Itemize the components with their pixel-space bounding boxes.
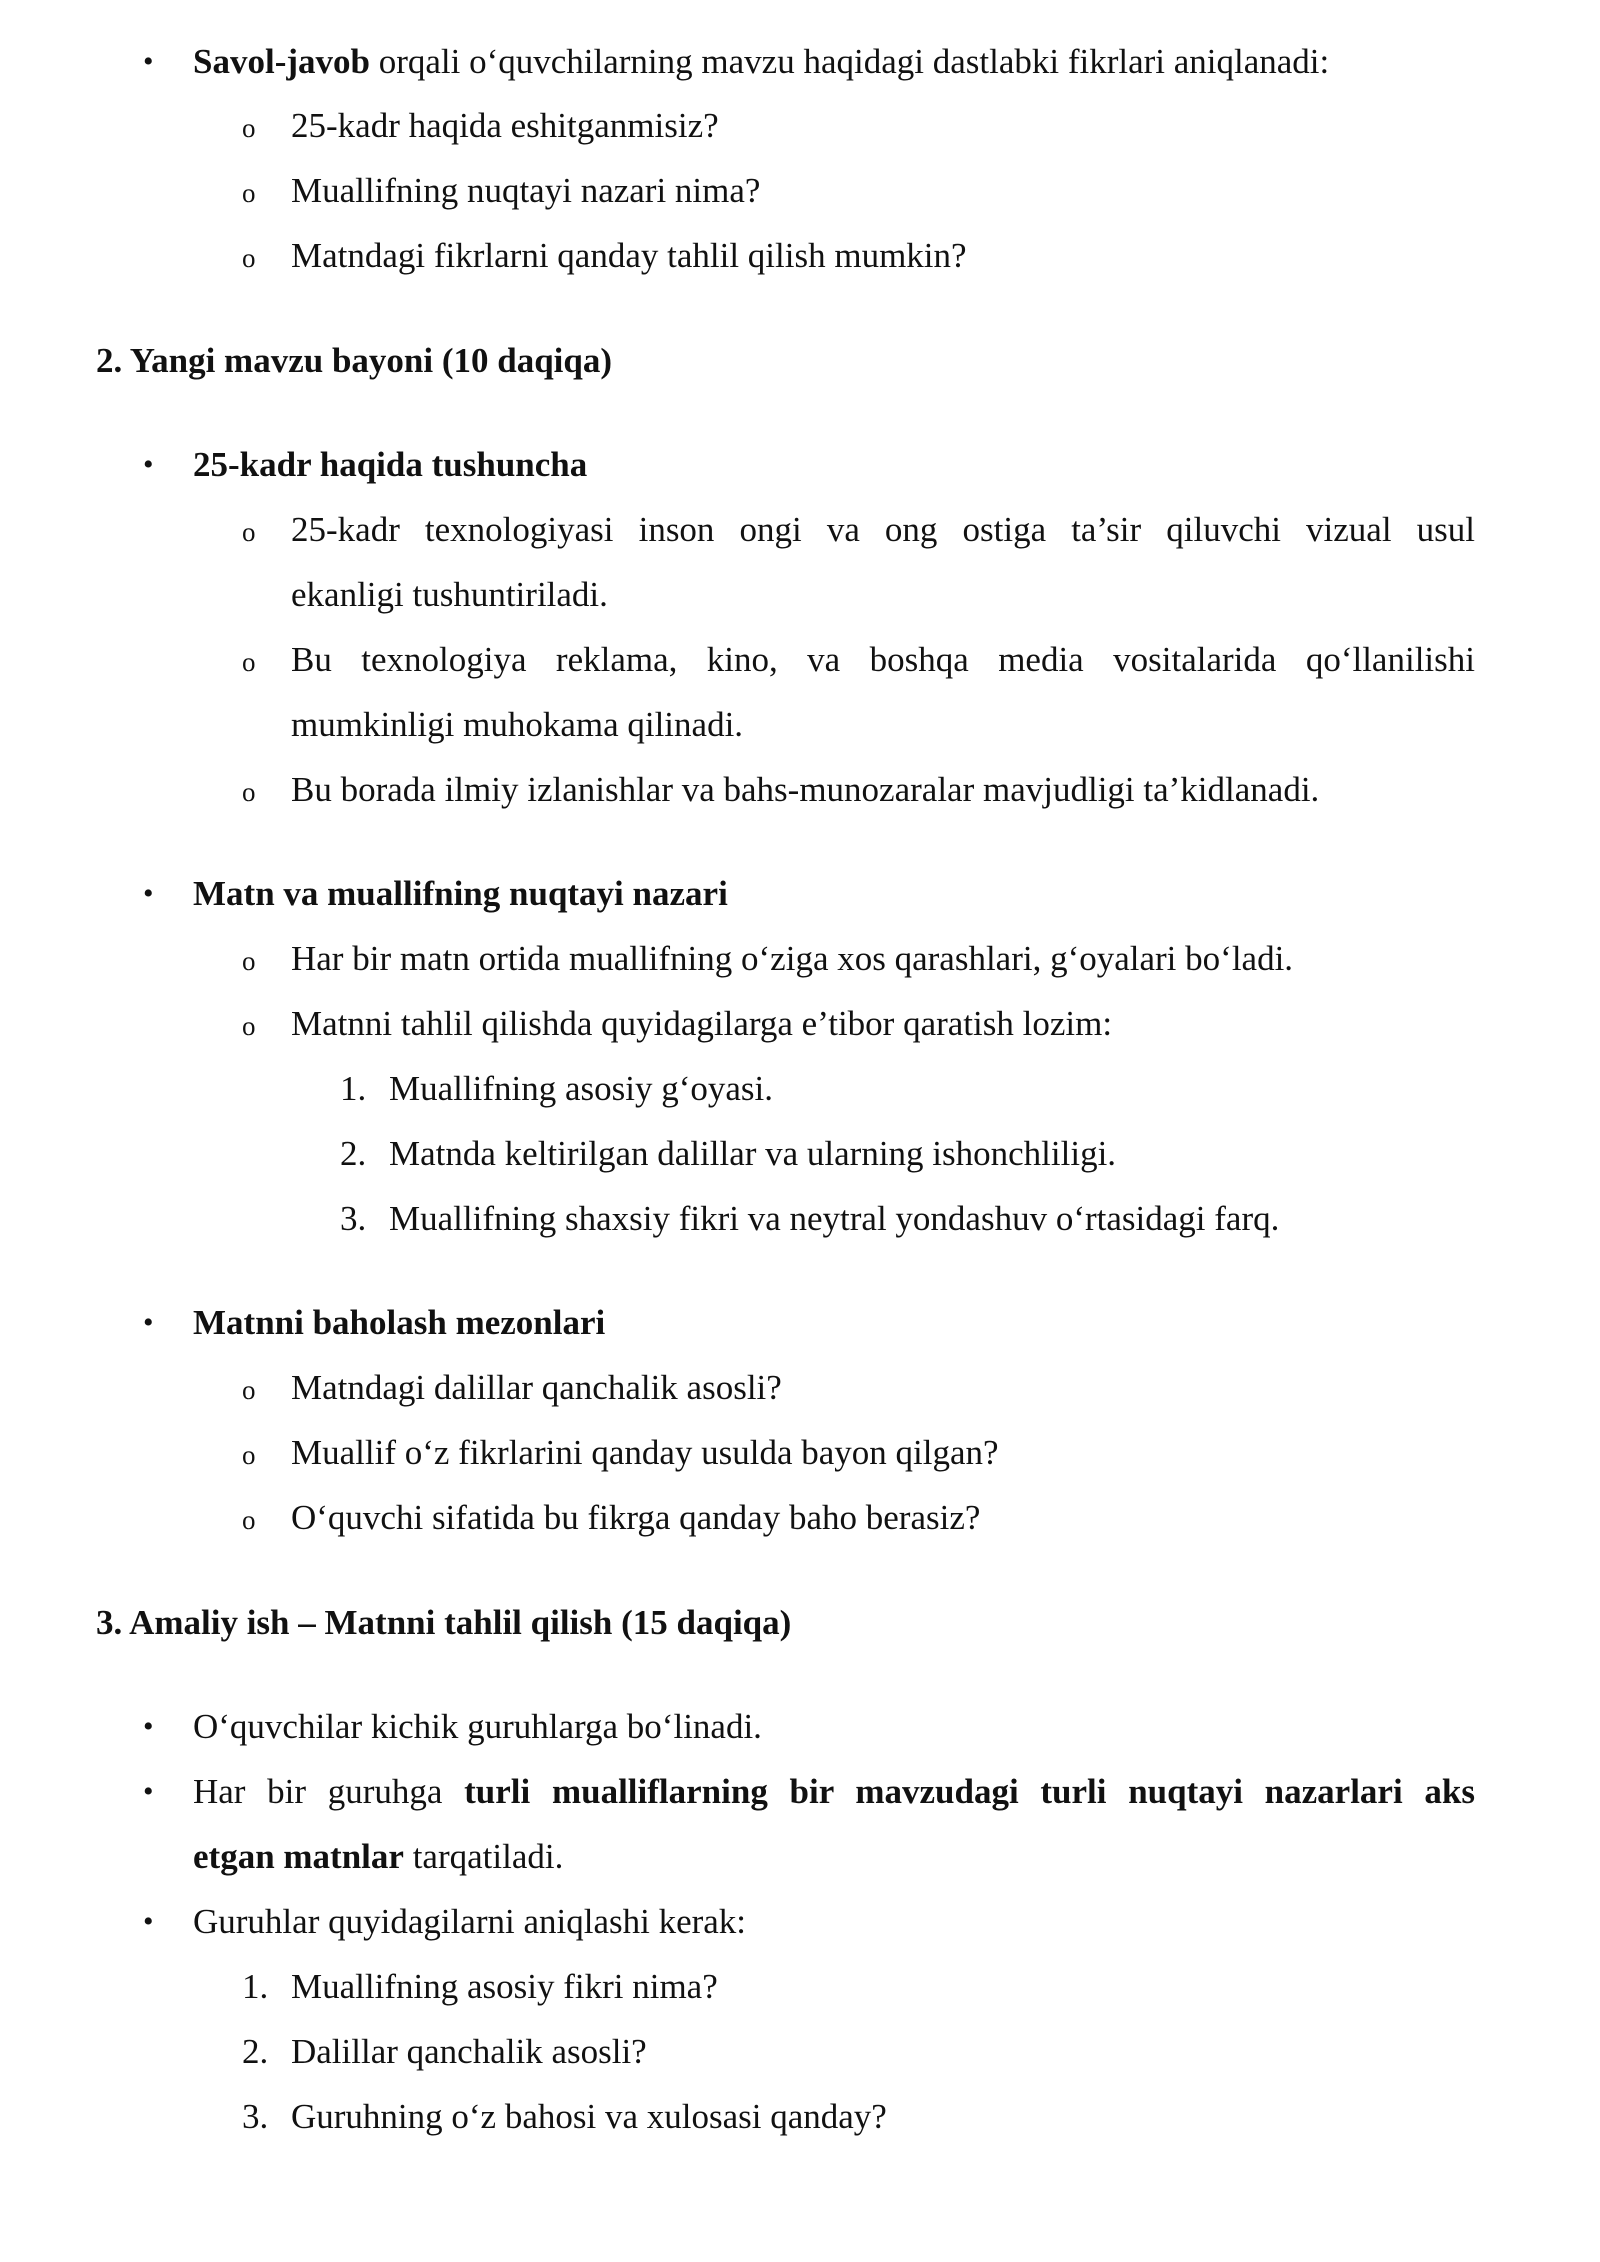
bullet-marker: • [143, 45, 154, 78]
section3-numbered-item: Guruhning o‘z bahosi va xulosasi qanday? [291, 2097, 887, 2136]
sub-bullet-marker: o [242, 243, 256, 273]
section3-bullet-2-line1 [193, 1770, 1475, 1814]
section3-bullet-2-post: tarqatiladi. [403, 1837, 564, 1876]
sub-bullet-marker: o [242, 1011, 256, 1041]
section3-numbered-item: Dalillar qanchalik asosli? [291, 2032, 647, 2071]
section3-bullet-2-bold1: turli mualliflarning bir mavzudagi turli nuqtayi nazarlari aks [464, 1772, 1475, 1811]
topic1-item-2-line1: Bu texnologiya reklama, kino, va boshqa media vositalarida qo‘llanilishi [291, 640, 1475, 679]
intro-bullet-text [193, 40, 1329, 84]
sub-bullet-marker: o [242, 777, 256, 807]
sub-bullet-marker: o [242, 946, 256, 976]
topic3-item: Matndagi dalillar qanchalik asosli? [291, 1368, 782, 1407]
numbered-marker: 2. [340, 1134, 367, 1173]
topic3-title: Matnni baholash mezonlari [193, 1303, 606, 1342]
intro-bullet-rest: orqali o‘quvchilarning mavzu haqidagi dastlabki fikrlari aniqlanadi: [369, 42, 1330, 81]
topic1-item-1-line1: 25-kadr texnologiyasi inson ongi va ong ostiga ta’sir qiluvchi vizual usul [291, 510, 1475, 549]
topic1-title: 25-kadr haqida tushuncha [193, 445, 588, 484]
section2-heading: 2. Yangi mavzu bayoni (10 daqiqa) [96, 341, 613, 380]
sub-bullet-marker: o [242, 113, 256, 143]
section3-bullet-1: O‘quvchilar kichik guruhlarga bo‘linadi. [193, 1707, 762, 1746]
intro-subitem: 25-kadr haqida eshitganmisiz? [291, 106, 719, 145]
numbered-marker: 1. [242, 1967, 269, 2006]
intro-subitem: Muallifning nuqtayi nazari nima? [291, 171, 761, 210]
topic2-item: Har bir matn ortida muallifning o‘ziga xos qarashlari, g‘oyalari bo‘ladi. [291, 939, 1294, 978]
topic1-item-3: Bu borada ilmiy izlanishlar va bahs-munozaralar mavjudligi ta’kidlanadi. [291, 770, 1320, 809]
bullet-marker: • [143, 1905, 154, 1938]
topic3-item: Muallif o‘z fikrlarini qanday usulda bayon qilgan? [291, 1433, 999, 1472]
sub-bullet-marker: o [242, 647, 256, 677]
section3-numbered-item: Muallifning asosiy fikri nima? [291, 1967, 718, 2006]
bullet-marker: • [143, 448, 154, 481]
topic1-item-2-line2: mumkinligi muhokama qilinadi. [291, 705, 744, 744]
bullet-marker: • [143, 1306, 154, 1339]
numbered-marker: 1. [340, 1069, 367, 1108]
bullet-marker: • [143, 1710, 154, 1743]
sub-bullet-marker: o [242, 178, 256, 208]
section3-bullet-2-pre: Har bir guruhga [193, 1772, 465, 1811]
intro-subitem: Matndagi fikrlarni qanday tahlil qilish mumkin? [291, 236, 967, 275]
topic2-numbered-item: Matnda keltirilgan dalillar va ularning ishonchliligi. [389, 1134, 1117, 1173]
section3-bullet-3: Guruhlar quyidagilarni aniqlashi kerak: [193, 1902, 747, 1941]
sub-bullet-marker: o [242, 1375, 256, 1405]
sub-bullet-marker: o [242, 1505, 256, 1535]
intro-bullet-bold: Savol-javob [193, 42, 370, 81]
section3-heading: 3. Amaliy ish – Matnni tahlil qilish (15 daqiqa) [96, 1603, 792, 1642]
bullet-marker: • [143, 1775, 154, 1808]
numbered-marker: 3. [242, 2097, 269, 2136]
sub-bullet-marker: o [242, 1440, 256, 1470]
section3-bullet-2-bold2: etgan matnlar [193, 1837, 404, 1876]
numbered-marker: 3. [340, 1199, 367, 1238]
topic2-numbered-item: Muallifning shaxsiy fikri va neytral yondashuv o‘rtasidagi farq. [389, 1199, 1280, 1238]
topic3-item: O‘quvchi sifatida bu fikrga qanday baho berasiz? [291, 1498, 981, 1537]
section3-bullet-2-line2 [193, 1835, 563, 1879]
topic2-numbered-item: Muallifning asosiy g‘oyasi. [389, 1069, 773, 1108]
bullet-marker: • [143, 877, 154, 910]
topic2-title: Matn va muallifning nuqtayi nazari [193, 874, 728, 913]
topic2-item: Matnni tahlil qilishda quyidagilarga e’tibor qaratish lozim: [291, 1004, 1113, 1043]
sub-bullet-marker: o [242, 517, 256, 547]
numbered-marker: 2. [242, 2032, 269, 2071]
topic1-item-1-line2: ekanligi tushuntiriladi. [291, 575, 608, 614]
